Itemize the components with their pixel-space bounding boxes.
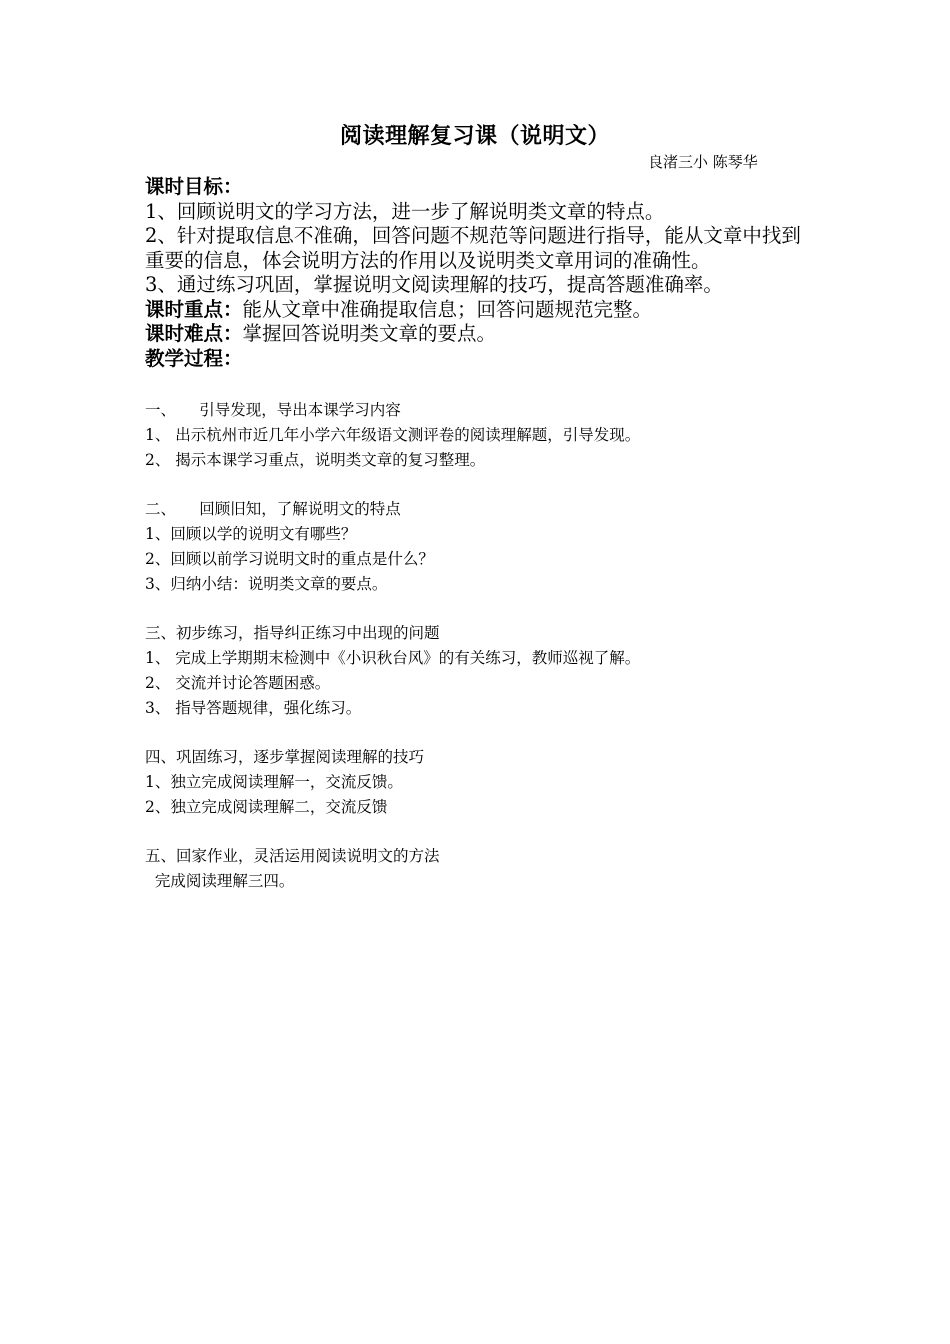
goal-item: 1、回顾说明文的学习方法，进一步了解说明类文章的特点。 xyxy=(145,199,665,223)
teaching-process xyxy=(145,398,825,894)
key-point-label: 课时重点： xyxy=(145,297,243,321)
section-item: 3、 指导答题规律，强化练习。 xyxy=(145,699,362,717)
author-line: 良渚三小 陈琴华 xyxy=(648,153,758,171)
goal-item: 2、针对提取信息不准确，回答问题不规范等问题进行指导，能从文章中找到重要的信息，体会说明方法的作用以及说明类文章用词的准确性。 xyxy=(145,224,801,272)
section-item: 1、独立完成阅读理解一，交流反馈。 xyxy=(145,773,403,791)
lesson-goals-block xyxy=(145,175,813,371)
section-spacer xyxy=(145,597,825,621)
key-point-text: 能从文章中准确提取信息；回答问题规范完整。 xyxy=(242,297,653,321)
difficulty-text: 掌握回答说明类文章的要点。 xyxy=(242,322,497,345)
document-title: 阅读理解复习课（说明文） xyxy=(339,123,610,149)
section-item: 完成阅读理解三四。 xyxy=(145,872,295,890)
key-point-line xyxy=(145,298,813,323)
section-item: 1、 完成上学期期末检测中《小识秋台风》的有关练习，教师巡视了解。 xyxy=(145,649,641,667)
goal-item: 3、通过练习巩固，掌握说明文阅读理解的技巧，提高答题准确率。 xyxy=(145,273,723,296)
section-spacer xyxy=(145,473,825,497)
section-heading: 一、 引导发现，导出本课学习内容 xyxy=(145,401,401,419)
section-heading: 二、 回顾旧知，了解说明文的特点 xyxy=(145,500,401,518)
section-heading: 五、回家作业，灵活运用阅读说明文的方法 xyxy=(145,847,440,865)
section-item: 2、 揭示本课学习重点，说明类文章的复习整理。 xyxy=(145,451,486,469)
section-item: 2、回顾以前学习说明文时的重点是什么？ xyxy=(145,550,434,568)
section-item: 1、回顾以学的说明文有哪些？ xyxy=(145,525,357,543)
section-spacer xyxy=(145,721,825,745)
process-heading: 教学过程： xyxy=(145,346,243,370)
section-spacer xyxy=(145,820,825,844)
section-item: 1、 出示杭州市近几年小学六年级语文测评卷的阅读理解题，引导发现。 xyxy=(145,426,641,444)
section-item: 3、归纳小结：说明类文章的要点。 xyxy=(145,575,388,593)
section-item: 2、 交流并讨论答题困惑。 xyxy=(145,674,331,692)
section-heading: 三、初步练习，指导纠正练习中出现的问题 xyxy=(145,624,440,642)
section-item: 2、独立完成阅读理解二，交流反馈 xyxy=(145,798,388,816)
section-heading: 四、巩固练习，逐步掌握阅读理解的技巧 xyxy=(145,748,425,766)
difficulty-label: 课时难点： xyxy=(145,322,243,345)
difficulty-line xyxy=(145,322,813,347)
goals-heading: 课时目标： xyxy=(145,175,243,198)
